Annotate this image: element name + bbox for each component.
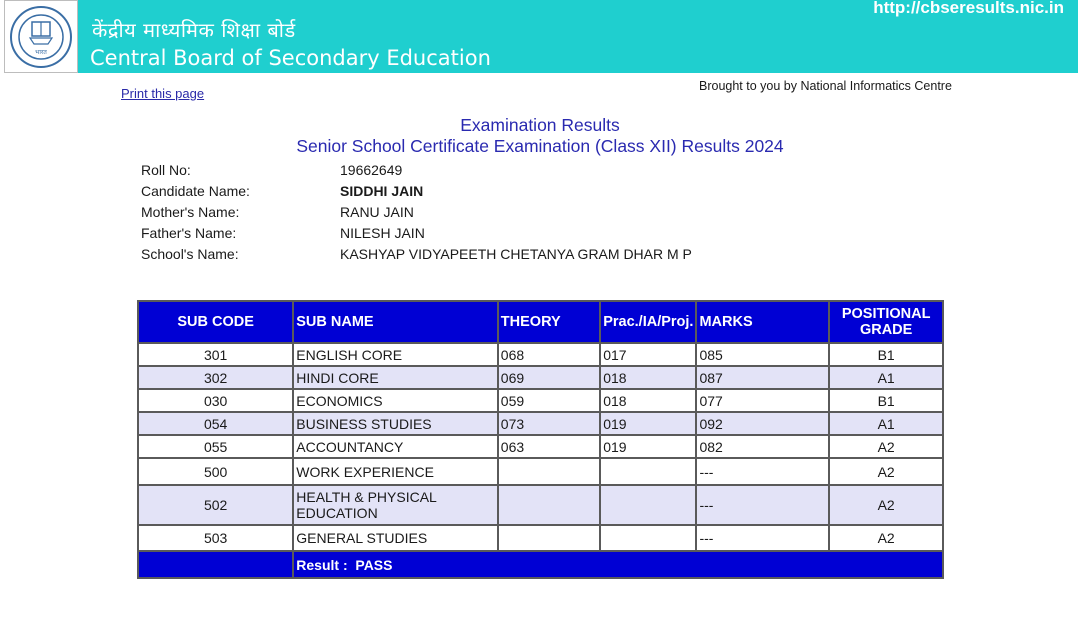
info-label: Candidate Name: (141, 182, 250, 199)
info-row-father-name (141, 222, 692, 243)
marks-cell: --- (696, 458, 829, 485)
cbse-seal-icon (8, 4, 74, 70)
candidate-name: SIDDHI JAIN (340, 182, 424, 199)
info-label: Mother's Name: (141, 203, 240, 220)
grade-cell: A2 (829, 525, 943, 551)
sub-name-cell: ECONOMICS (293, 389, 498, 412)
table-row (138, 412, 943, 435)
grade-cell: A2 (829, 458, 943, 485)
theory-cell: 059 (498, 389, 600, 412)
marks-cell: 087 (696, 366, 829, 389)
sub-code-cell: 302 (138, 366, 293, 389)
info-label: School's Name: (141, 245, 239, 262)
prac-cell (600, 525, 696, 551)
prac-cell: 019 (600, 412, 696, 435)
col-header-grade: POSITIONAL GRADE (829, 301, 943, 343)
brought-by-text: Brought to you by National Informatics Centre (699, 79, 952, 93)
theory-cell: 068 (498, 343, 600, 366)
col-header-sub-code: SUB CODE (138, 301, 293, 343)
theory-cell: 063 (498, 435, 600, 458)
grade-cell: A2 (829, 485, 943, 525)
print-page-link[interactable]: Print this page (121, 86, 205, 101)
sub-name-cell: ACCOUNTANCY (293, 435, 498, 458)
prac-cell: 019 (600, 435, 696, 458)
info-row-mother-name (141, 201, 692, 222)
sub-code-cell: 502 (138, 485, 293, 525)
col-header-prac: Prac./IA/Proj. (600, 301, 696, 343)
marks-cell: 085 (696, 343, 829, 366)
table-row (138, 485, 943, 525)
sub-name-cell: HINDI CORE (293, 366, 498, 389)
grade-cell: A1 (829, 366, 943, 389)
theory-cell: 069 (498, 366, 600, 389)
table-row (138, 366, 943, 389)
roll-number: 19662649 (340, 161, 403, 178)
sub-name-cell: ENGLISH CORE (293, 343, 498, 366)
table-row (138, 525, 943, 551)
father-name: NILESH JAIN (340, 224, 425, 241)
result-label: Result : (296, 556, 348, 573)
marks-cell: --- (696, 485, 829, 525)
col-header-theory: THEORY (498, 301, 600, 343)
grade-cell: B1 (829, 389, 943, 412)
table-row (138, 458, 943, 485)
table-row (138, 389, 943, 412)
prac-cell: 017 (600, 343, 696, 366)
prac-cell: 018 (600, 366, 696, 389)
grade-cell: A2 (829, 435, 943, 458)
candidate-info (141, 159, 692, 264)
page-title: Examination Results (460, 115, 620, 135)
table-row (138, 435, 943, 458)
info-label: Father's Name: (141, 224, 237, 241)
prac-cell: 018 (600, 389, 696, 412)
exam-subtitle: Senior School Certificate Examination (Class XII) Results 2024 (296, 136, 784, 156)
info-label: Roll No: (141, 161, 191, 178)
info-row-roll-no (141, 159, 692, 180)
logo-text: भारत (35, 48, 47, 56)
school-name: KASHYAP VIDYAPEETH CHETANYA GRAM DHAR M P (340, 245, 692, 262)
sub-code-cell: 054 (138, 412, 293, 435)
sub-code-cell: 500 (138, 458, 293, 485)
cbse-logo (4, 0, 78, 73)
col-header-marks: MARKS (696, 301, 829, 343)
sub-code-cell: 030 (138, 389, 293, 412)
table-row (138, 343, 943, 366)
prac-cell (600, 458, 696, 485)
theory-cell (498, 458, 600, 485)
theory-cell (498, 485, 600, 525)
marks-table (137, 300, 944, 579)
site-header (4, 0, 1078, 73)
table-header-row (138, 301, 943, 343)
prac-cell (600, 485, 696, 525)
sub-code-cell: 055 (138, 435, 293, 458)
marks-cell: 077 (696, 389, 829, 412)
board-name-hindi: केंद्रीय माध्यमिक शिक्षा बोर्ड (92, 18, 296, 42)
marks-cell: 092 (696, 412, 829, 435)
sub-name-cell: WORK EXPERIENCE (293, 458, 498, 485)
sub-name-cell: BUSINESS STUDIES (293, 412, 498, 435)
mother-name: RANU JAIN (340, 203, 414, 220)
site-url[interactable]: http://cbseresults.nic.in (873, 0, 1064, 17)
info-row-candidate-name (141, 180, 692, 201)
sub-name-cell: GENERAL STUDIES (293, 525, 498, 551)
marks-cell: 082 (696, 435, 829, 458)
theory-cell: 073 (498, 412, 600, 435)
board-name-english: Central Board of Secondary Education (90, 46, 491, 70)
sub-code-cell: 503 (138, 525, 293, 551)
grade-cell: A1 (829, 412, 943, 435)
result-spacer-cell (138, 551, 293, 578)
sub-name-cell: HEALTH & PHYSICAL EDUCATION (293, 485, 498, 525)
result-cell (293, 551, 943, 578)
result-value: PASS (355, 556, 393, 573)
sub-code-cell: 301 (138, 343, 293, 366)
result-row (138, 551, 943, 578)
info-row-school-name (141, 243, 692, 264)
marks-cell: --- (696, 525, 829, 551)
col-header-sub-name: SUB NAME (293, 301, 498, 343)
grade-cell: B1 (829, 343, 943, 366)
theory-cell (498, 525, 600, 551)
